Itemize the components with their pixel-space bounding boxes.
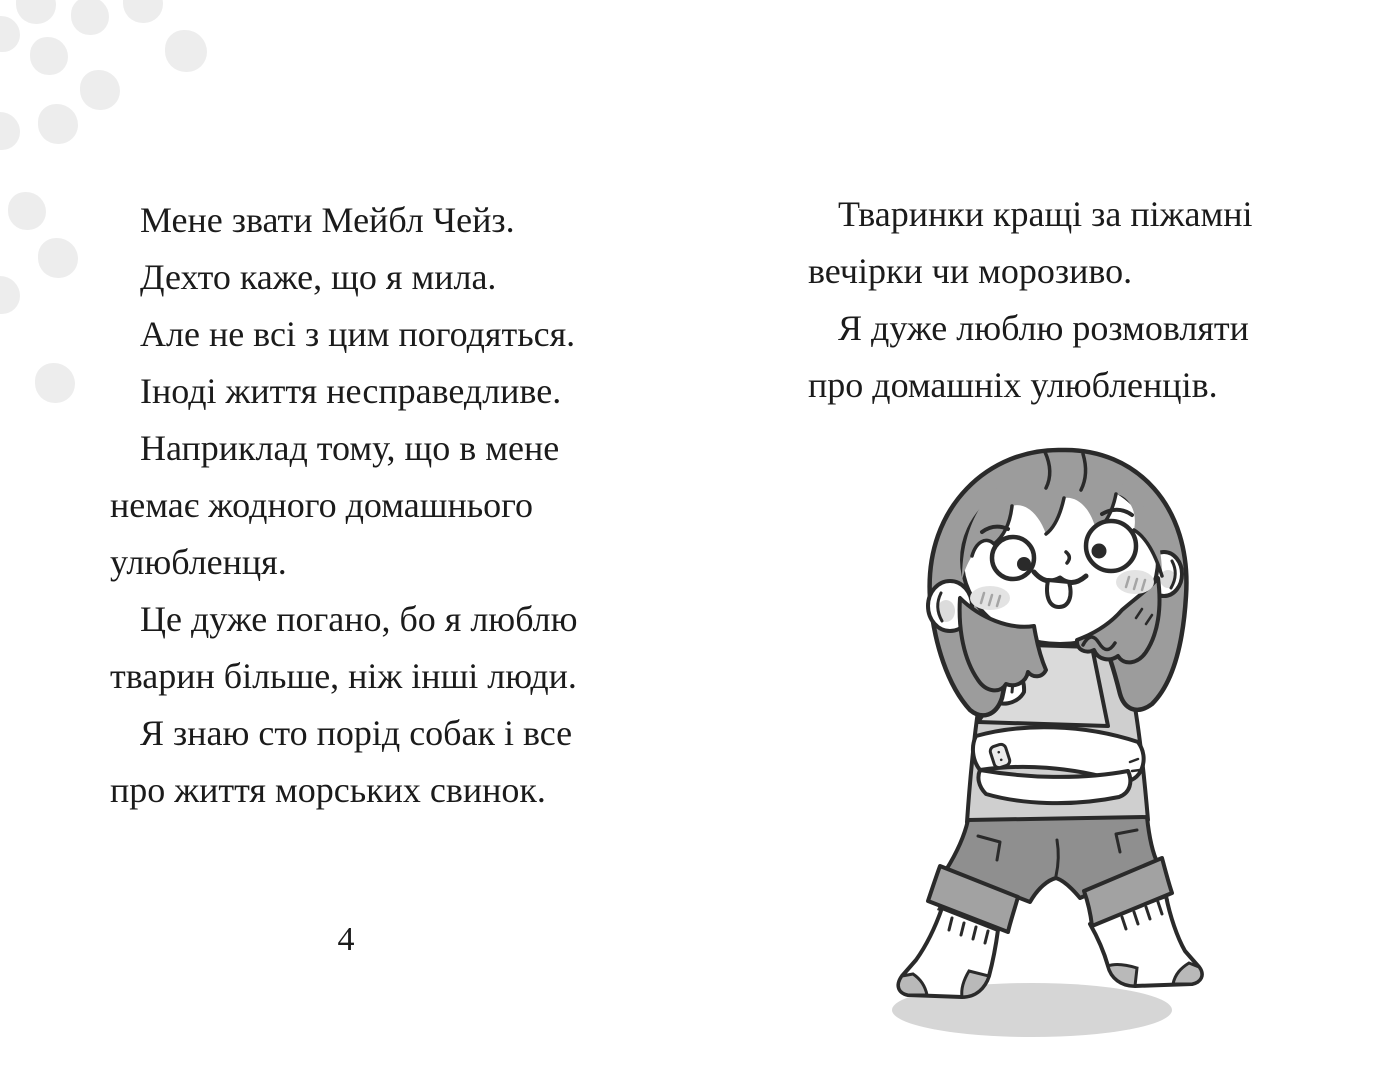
right-text-block xyxy=(808,186,1288,414)
text-line: про життя морських свинок. xyxy=(110,770,546,810)
text-line: вечірки чи морозиво. xyxy=(808,251,1133,291)
left-text-block xyxy=(110,192,610,819)
right-heel-patch xyxy=(1108,965,1137,986)
text-line: Я знаю сто порід собак і все xyxy=(140,713,573,753)
text-line: про домашніх улюбленців. xyxy=(808,365,1218,405)
text-line: тварин більше, ніж інші люди. xyxy=(110,656,577,696)
lower-arm-band xyxy=(978,770,1130,803)
girl-illustration xyxy=(840,440,1280,1040)
text-line: Дехто каже, що я мила. xyxy=(140,257,497,297)
right-pupil xyxy=(1092,544,1107,559)
text-line: Це дуже погано, бо я люблю xyxy=(140,599,578,639)
text-line: Наприклад тому, що в мене xyxy=(140,428,560,468)
text-line: улюбленця. xyxy=(110,542,287,582)
text-line: Мене звати Мейбл Чейз. xyxy=(140,200,515,240)
tongue xyxy=(1047,580,1071,607)
left-eye xyxy=(992,537,1034,579)
text-line: Але не всі з цим погодяться. xyxy=(140,314,576,354)
text-line: Тваринки кращі за піжамні xyxy=(838,194,1253,234)
text-line: немає жодного домашнього xyxy=(110,485,534,525)
page-number: 4 xyxy=(337,921,355,958)
text-line: Іноді життя несправедливе. xyxy=(140,371,562,411)
left-pupil xyxy=(1017,557,1031,571)
text-line: Я дуже люблю розмовляти xyxy=(838,308,1249,348)
